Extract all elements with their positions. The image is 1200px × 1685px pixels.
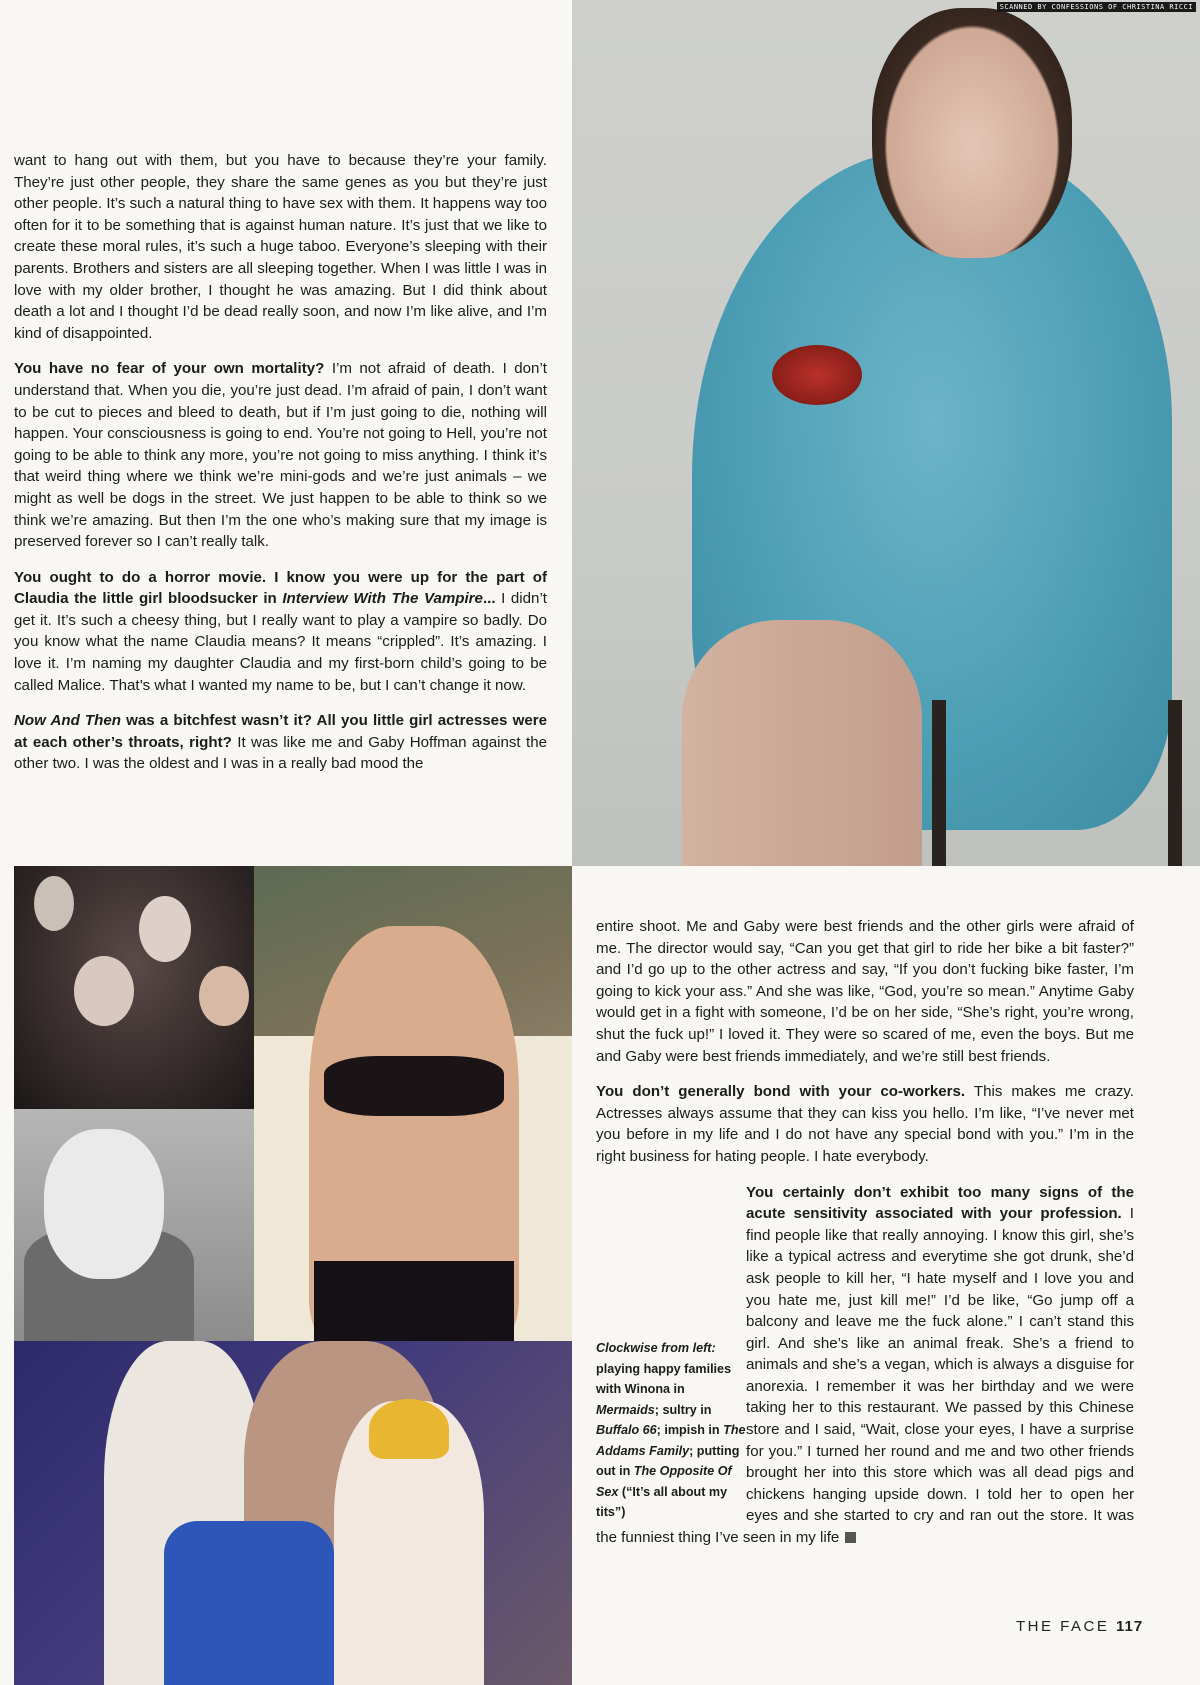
answer-text: entire shoot. Me and Gaby were best friends and the other girls were afraid of me. The director would say, “Can you get that girl to ride her bike a bit faster?” and I’d go up to the other actress and say, “If you don’t fucking bike faster, I’m going to kick your ass.” And she was like, “God, you’re so mean.” Anytime Gaby would get in a fight with someone, I’d be on her side, “She’s right, you’re wrong, shut the fuck up!” I loved it. They were so scared of me, even the boys. But me and Gaby were best friends immediately, and we’re still best friends. [596,918,1134,1065]
photo-opposite-of-sex [14,1109,254,1341]
question-text: You certainly don’t exhibit too many signs of the acute sensitivity associated with your profession. [746,1183,1134,1223]
caption-film-title: The Addams Family [596,1423,746,1458]
question-text: ... [482,590,496,608]
answer-text: I find people like that really annoying. I know this girl, she’s like a typical actress and everytime she got drunk, she’d ask people to kill her, “I hate myself and I love you and you hate me, just kill me!” I’d be like, “Go jump off a balcony and leave me the fuck alone.” I can’t stand this girl. And she’s like an animal freak. She’s a friend to animals and she’s a vegan, which is always a disguise for anorexia. I remember it was her birthday and we were taking her to this restaurant. We passed by this Chinese store and I said, “Wait, close your eyes, I have a surprise for you.” I turned her round and me and two other friends brought her into this store which was all dead pigs and chickens hanging upside down. I told her to open her eyes and she started to cry and ran out the store. It was the funniest thing I’ve seen in my life [596,1205,1134,1547]
photo-blue-bucket [164,1521,334,1685]
photo-bikini-top [324,1056,504,1116]
article-paragraph [14,710,547,775]
photo-face [34,876,74,931]
photo-legs-shape [682,620,922,866]
caption-lead: Clockwise from left: [596,1341,716,1355]
photo-face [199,966,249,1026]
caption-text: ; impish in [656,1423,724,1437]
answer-text: This makes me crazy. Actresses always assume that they can kiss you hello. I’m like, “I’ve never met you before in my life and I do not have any special bond with you.” I’m in the right business for hating people. I hate everybody. [596,1083,1135,1165]
film-title: Now And Then [14,712,121,730]
photo-head-shape [872,8,1072,258]
answer-text: It was like me and Gaby Hoffman against the other two. I was the oldest and I was in a really bad mood the [14,733,547,773]
caption-text: playing happy families with Winona in [596,1361,732,1396]
question-text: You ought to do a horror movie. I know you were up for the part of Claudia the little girl bloodsucker in [14,568,547,608]
caption-text: ; sultry in [654,1402,712,1417]
article-paragraph [14,358,547,552]
photo-pomegranate-shape [772,345,862,405]
caption-film-title: The Opposite Of Sex [596,1464,732,1499]
article-paragraph [596,916,1134,1067]
page-number: 117 [1116,1618,1144,1635]
film-title: Interview With The Vampire [282,590,483,608]
article-paragraph [596,1081,1134,1167]
question-text: You have no fear of your own mortality? [14,360,325,378]
article-column-top [14,150,547,789]
photo-buffalo-66 [254,866,572,1341]
photo-mermaids-family [14,1341,572,1685]
caption-film-title: Mermaids [596,1402,655,1417]
answer-text: I didn’t get it. It’s such a cheesy thing, but I really want to play a vampire so badly. Do you know what the name Claudia means? It means “crippled”. It’s amazing. I love it. I’m naming my daughter Claudia and my first-born child’s going to be called Malice. That’s what I wanted my name to be, but I can’t change it now. [14,590,548,694]
question-text: was a bitchfest wasn’t it? All you little girl actresses were at each other’s throats, right? [14,712,547,751]
photo-stool-shape [932,700,1182,866]
photo-addams-family [14,866,254,1109]
caption-text: ; putting out in [596,1443,740,1478]
article-paragraph [14,150,547,344]
photo-caption [596,1338,746,1523]
scan-credit: SCANNED BY CONFESSIONS OF CHRISTINA RICCI [997,2,1196,12]
caption-text: (“It’s all about my tits”) [596,1484,728,1519]
photo-bikini-bottom [314,1261,514,1341]
caption-film-title: Buffalo 66 [596,1423,657,1437]
end-mark [845,1532,856,1543]
photo-hair [44,1129,164,1279]
page-folio [1016,1618,1143,1635]
article-paragraph [14,567,547,697]
answer-text: I’m not afraid of death. I don’t understand that. When you die, you’re just dead. I’m afraid of pain, I don’t want to be cut to pieces and bleed to death, but if I’m just going to die, nothing will happen. Your consciousness is going to end. You’re not going to Hell, you’re not going to be able to think any more, you’re not going to miss anything. I think it’s that weird thing where we think we’re mini-gods and we’re just animals – we might as well be dogs in the street. We just happen to be able to think so we think we’re amazing. But then I’m the one who’s making sure that my image is preserved forever so I can’t really talk. [14,360,547,551]
photo-face [74,956,134,1026]
main-photo-blue-coat [572,0,1200,866]
question-text: You don’t generally bond with your co-workers. [596,1083,966,1101]
answer-text: want to hang out with them, but you have to because they’re your family. They’re just other people, they share the same genes as you but they’re just other people. It’s such a natural thing to have sex with them. It happens way too often for it to be something that is against human nature. It’s just that we like to create these moral rules, it’s such a huge taboo. Everyone’s sleeping with their parents. Brothers and sisters are all sleeping together. When I was little I was in love with my older brother, I thought he was amazing. But I did think about death a lot and I thought I’d be dead really soon, and now I’m like alive, and I’m kind of disappointed. [14,152,547,342]
photo-face [139,896,191,962]
magazine-name: THE FACE [1016,1618,1110,1635]
photo-yellow-hat [369,1399,449,1459]
